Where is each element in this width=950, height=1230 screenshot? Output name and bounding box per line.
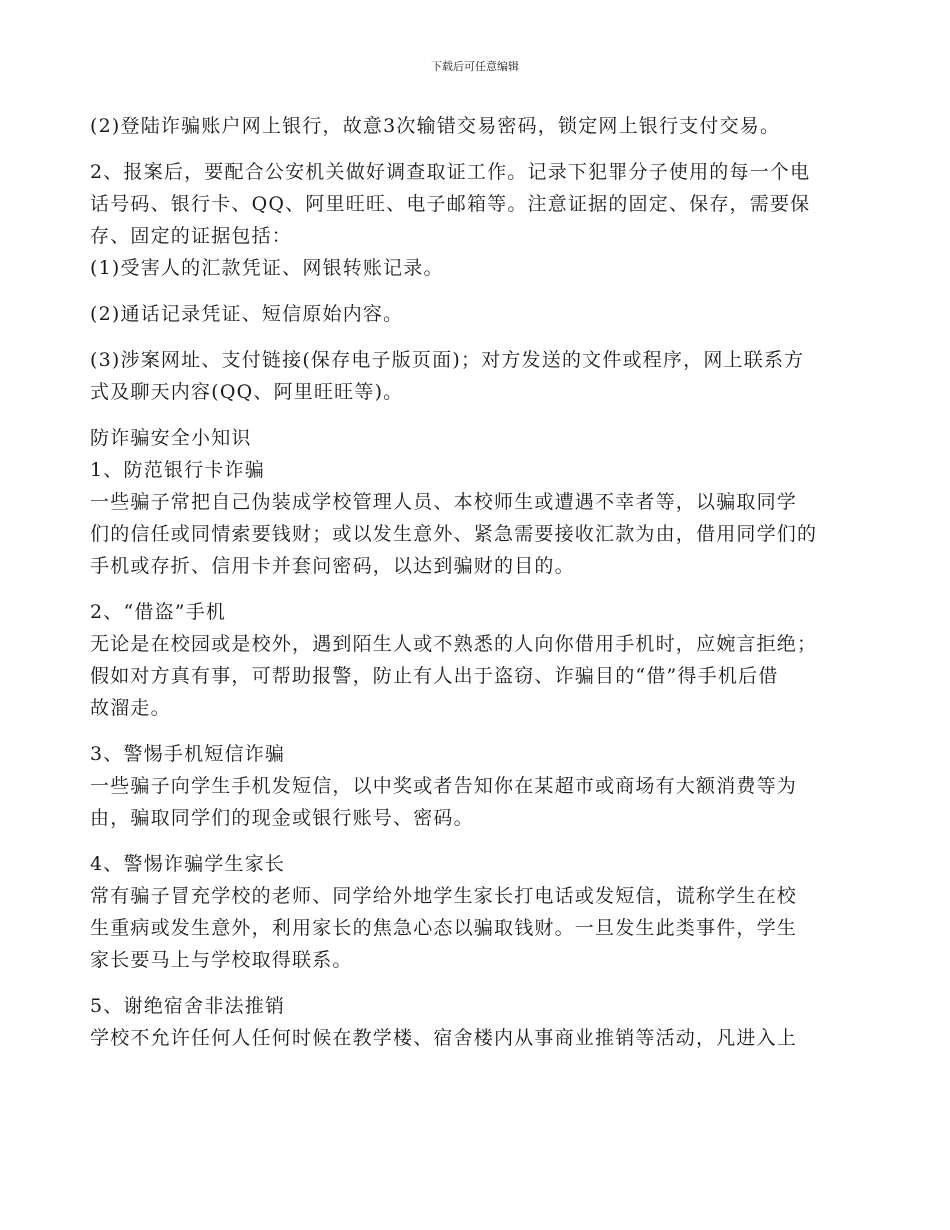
item-heading: 3、警惕手机短信诈骗 [90,743,286,765]
text-line: 生重病或发生意外，利用家长的焦急心态以骗取钱财。一旦发生此类事件，学生 [90,917,798,939]
paragraph [90,110,880,142]
text-line: 由，骗取同学们的现金或银行账号、密码。 [90,807,474,829]
text-line: (2)通话记录凭证、短信原始内容。 [90,303,404,325]
item-heading: 4、警惕诈骗学生家长 [90,853,286,875]
text-line: 一些骗子常把自己伪装成学校管理人员、本校师生或遭遇不幸者等，以骗取同学 [90,491,798,513]
paragraph [90,596,880,724]
text-line: 无论是在校园或是校外，遇到陌生人或不熟悉的人向你借用手机时，应婉言拒绝； [90,633,818,655]
paragraph [90,156,880,284]
text-line: 家长要马上与学校取得联系。 [90,949,353,971]
paragraph [90,848,880,976]
text-line: 话号码、银行卡、QQ、阿里旺旺、电子邮箱等。注意证据的固定、保存，需要保 [90,193,811,215]
text-line: (2)登陆诈骗账户网上银行，故意3次输错交易密码，锁定网上银行支付交易。 [90,115,781,137]
section-title: 防诈骗安全小知识 [90,427,252,449]
document-body [90,110,880,1054]
page-header: 下载后可任意编辑 [431,60,519,73]
paragraph [90,344,880,408]
item-heading: 2、“借盗”手机 [90,601,227,623]
paragraph [90,298,880,330]
text-line: 2、报案后，要配合公安机关做好调查取证工作。记录下犯罪分子使用的每一个电 [90,161,811,183]
text-line: 式及聊天内容(QQ、阿里旺旺等)。 [90,381,404,403]
item-heading: 1、防范银行卡诈骗 [90,459,265,481]
text-line: (3)涉案网址、支付链接(保存电子版页面)；对方发送的文件或程序，网上联系方 [90,349,805,371]
paragraph [90,990,880,1054]
paragraph [90,422,880,582]
text-line: 常有骗子冒充学校的老师、同学给外地学生家长打电话或发短信，谎称学生在校 [90,885,798,907]
item-heading: 5、谢绝宿舍非法推销 [90,995,286,1017]
text-line: 手机或存折、信用卡并套问密码，以达到骗财的目的。 [90,555,575,577]
text-line: 学校不允许任何人任何时候在教学楼、宿舍楼内从事商业推销等活动，凡进入上 [90,1027,798,1049]
paragraph [90,738,880,834]
text-line: 存、固定的证据包括： [90,225,293,247]
text-line: 故溜走。 [90,697,171,719]
text-line: 一些骗子向学生手机发短信，以中奖或者告知你在某超市或商场有大额消费等为 [90,775,798,797]
text-line: 们的信任或同情索要钱财；或以发生意外、紧急需要接收汇款为由，借用同学们的 [90,523,818,545]
text-line: (1)受害人的汇款凭证、网银转账记录。 [90,257,444,279]
text-line: 假如对方真有事，可帮助报警，防止有人出于盗窃、诈骗目的“借”得手机后借 [90,665,779,687]
